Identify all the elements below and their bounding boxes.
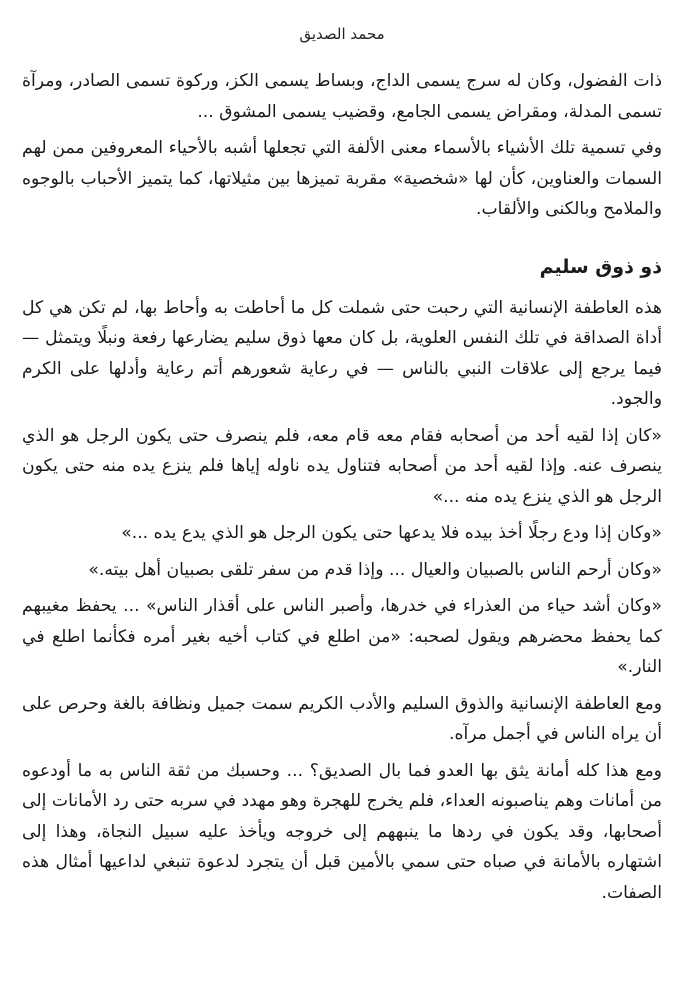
paragraph-1: ذات الفضول، وكان له سرج يسمى الداج، وبساط يسمى الكز، وركوة تسمى الصادر، ومرآة تسمى المدلة، ومقراض يسمى الجامع، وقضيب يسمى المشوق ... (22, 71, 662, 122)
section-heading: ذو ذوق سليم (539, 255, 662, 278)
running-header: محمد الصديق (299, 25, 385, 43)
paragraph-4: «كان إذا لقيه أحد من أصحابه فقام معه قام معه، فلم ينصرف حتى يكون الرجل هو الذي ينصرف عنه. وإذا لقيه أحد من أصحابه فتناول يده ناوله إياها فلم ينزع يده منه حتى يكون الرجل هو الذي ينزع يده منه ...» (22, 425, 662, 507)
paragraph-2: وفي تسمية تلك الأشياء بالأسماء معنى الألفة التي تجعلها أشبه بالأحياء المعروفين ممن لهم السمات والعناوين، كأن لها «شخصية» مقربة تميزها بين مثيلاتها، كما يتميز الأحباب بالوجوه والملامح وبالكنى والألقاب. (22, 138, 662, 219)
paragraph-3: هذه العاطفة الإنسانية التي رحبت حتى شملت كل ما أحاطت به وأحاط بها، لم تكن هي كل أداة الصداقة في تلك النفس العلوية، بل كان معها ذوق سليم يضارعها رفعة ونبلًا ويتمثل — فيما يرجع إلى علاقات النبي بالناس — في رعاية شعورهم أتم رعاية وأدلها على الكرم والجود. (22, 297, 662, 409)
paragraph-5: «وكان إذا ودع رجلًا أخذ بيده فلا يدعها حتى يكون الرجل هو الذي يدع يده ...» (121, 523, 662, 543)
paragraph-6: «وكان أرحم الناس بالصبيان والعيال ... وإذا قدم من سفر تلقى بصبيان أهل بيته.» (88, 559, 662, 580)
paragraph-7: «وكان أشد حياء من العذراء في خدرها، وأصبر الناس على أقذار الناس» ... يحفظ مغيبهم كما يحفظ محضرهم ويقول لصحبه: «من اطلع في كتاب أخيه بغير أمره فكأنما اطلع في النار.» (22, 596, 662, 677)
page-content (22, 66, 662, 908)
paragraph-8: ومع العاطفة الإنسانية والذوق السليم والأدب الكريم سمت جميل ونظافة بالغة وحرص على أن يراه الناس في أجمل مرآه. (22, 693, 662, 744)
paragraph-9: ومع هذا كله أمانة يثق بها العدو فما بال الصديق؟ ... وحسبك من ثقة الناس به ما أودعوه من أمانات وهم يناصبونه العداء، فلم يخرج للهجرة وهو مهدد في سربه حتى رد الأمانات إلى أصحابها، وقد يكون في ردها ما ينبههم إلى خروجه ويأخذ عليه سبيل النجاة، وهذا إلى اشتهاره بالأمانة في صباه حتى سمي بالأمين قبل أن يتجرد لدعوة تنبغي لداعيها أمثال هذه الصفات. (22, 760, 662, 903)
